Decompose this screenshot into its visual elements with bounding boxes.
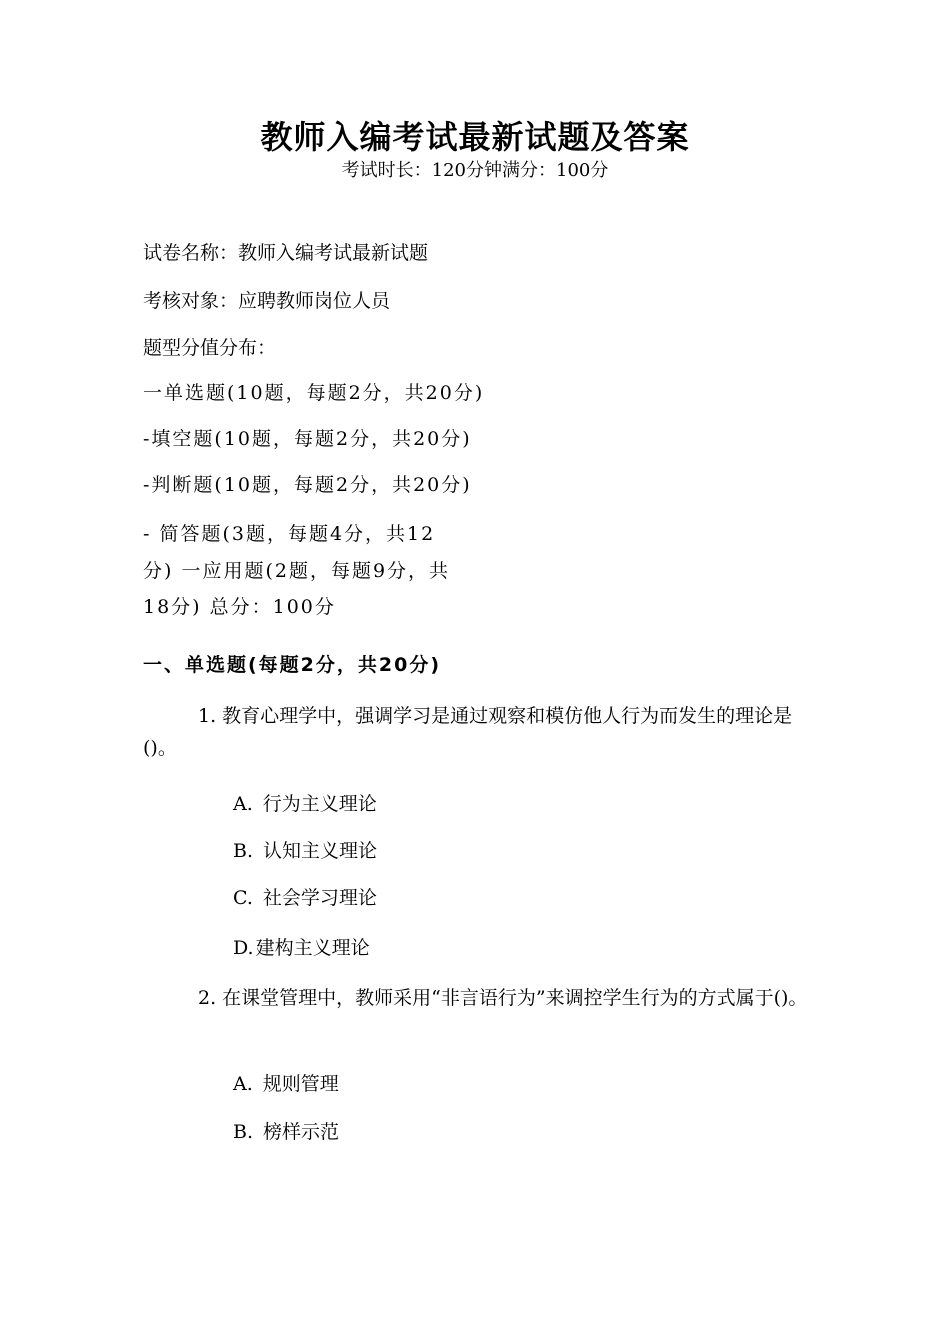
distribution-item: 分) 一应用题(2题，每题9分，共 (143, 560, 451, 582)
distribution-item: -填空题(10题，每题2分，共20分) (143, 428, 472, 450)
question-2-text: 2. 在课堂管理中，教师采用“非言语行为”来调控学生行为的方式属于()。 (198, 987, 808, 1009)
option-letter: D. (233, 937, 254, 959)
exam-target: 考核对象：应聘教师岗位人员 (143, 290, 391, 312)
distribution-label: 题型分值分布： (143, 337, 277, 359)
question-1-option-a (233, 789, 377, 819)
option-letter: B. (233, 1121, 254, 1143)
question-2-option-b (233, 1117, 339, 1147)
option-text: 认知主义理论 (263, 840, 378, 862)
option-text: 规则管理 (262, 1073, 339, 1095)
question-1-option-b (233, 836, 377, 866)
question-1-option-c (233, 883, 377, 913)
option-text: 建构主义理论 (255, 937, 370, 959)
option-letter: A. (233, 793, 253, 815)
distribution-item: 18分) 总分：100分 (143, 596, 336, 618)
distribution-item: - 简答题(3题，每题4分，共12 (143, 523, 436, 545)
option-letter: C. (233, 887, 253, 909)
distribution-item: -判断题(10题，每题2分，共20分) (143, 474, 472, 496)
option-text: 榜样示范 (263, 1121, 340, 1143)
option-text: 行为主义理论 (262, 793, 377, 815)
document-subtitle: 考试时长：120分钟满分：100分 (341, 160, 609, 181)
section-heading: 一、单选题(每题2分，共20分) (143, 654, 442, 676)
paper-name: 试卷名称：教师入编考试最新试题 (143, 242, 429, 264)
option-text: 社会学习理论 (262, 887, 377, 909)
question-1-option-d (233, 933, 370, 963)
distribution-item: 一单选题(10题，每题2分，共20分) (143, 382, 485, 404)
option-letter: B. (233, 840, 254, 862)
question-1-text: 1. 教育心理学中，强调学习是通过观察和模仿他人行为而发生的理论是()。 (143, 705, 793, 759)
question-2-option-a (233, 1069, 339, 1099)
option-letter: A. (233, 1073, 253, 1095)
document-title: 教师入编考试最新试题及答案 (260, 118, 690, 156)
